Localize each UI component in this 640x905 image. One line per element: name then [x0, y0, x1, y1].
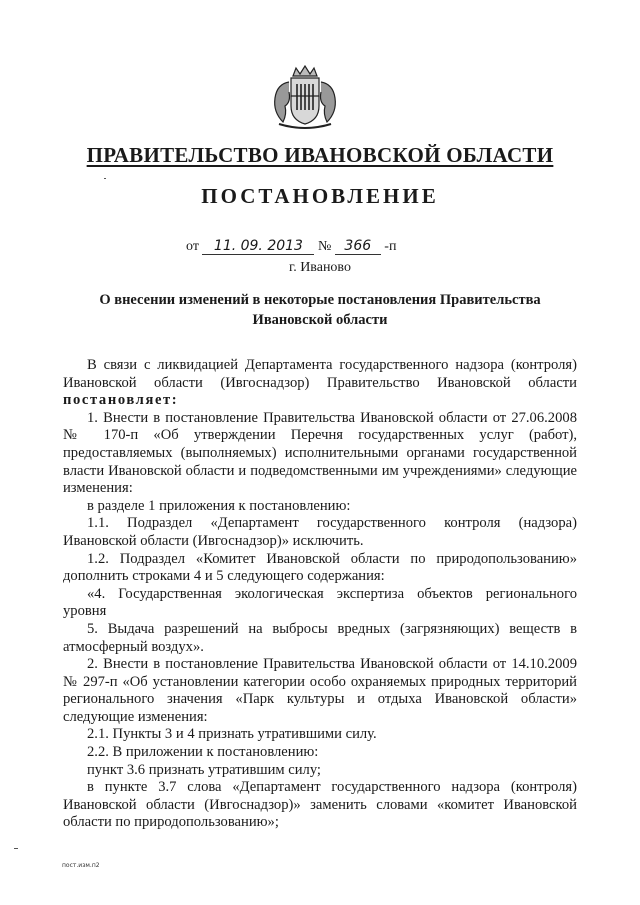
number-suffix: -п: [384, 239, 397, 254]
subject-heading: О внесении изменений в некоторые постановления Правительства Ивановской области: [99, 292, 541, 328]
paragraph-text: В связи с ликвидацией Департамента государственного надзора (контроля) Ивановской области (Ивгоснадзор) Правительство Ивановской области: [63, 357, 577, 391]
coat-of-arms-emblem: [265, 62, 345, 132]
paragraph: 2.1. Пункты 3 и 4 признать утратившими силу.: [87, 726, 377, 743]
paragraph: 1. Внести в постановление Правительства Ивановской области от 27.06.2008 № 170-п «Об утверждении Перечня государственных услуг (работ), предоставляемых (выполняемых) исполнительными органами государственной власти Ивановской области и подведомственными им учреждениями» следующие изменения:: [63, 409, 577, 497]
paragraph: в разделе 1 приложения к постановлению:: [87, 497, 351, 514]
paragraph: 1.2. Подраздел «Комитет Ивановской области по природопользованию» дополнить строками 4 и 5 следующего содержания:: [63, 550, 577, 585]
city: г. Иваново: [289, 260, 351, 275]
paragraph: «4. Государственная экологическая экспертиза объектов регионального уровня: [63, 585, 577, 620]
government-title-text: ПРАВИТЕЛЬСТВО ИВАНОВСКОЙ ОБЛАСТИ: [86, 143, 554, 167]
paragraph: 5. Выдача разрешений на выбросы вредных (загрязняющих) веществ в атмосферный воздух».: [63, 620, 577, 655]
date-value: 11. 09. 2013: [202, 238, 314, 255]
scan-speck: [14, 848, 18, 849]
government-title: [0, 143, 640, 168]
dateline: [186, 238, 396, 255]
emphasis-postanovlyaet: постановляет:: [63, 392, 179, 409]
number-value: 366: [335, 238, 381, 255]
footer-code: пост.изм.п2: [62, 862, 100, 869]
document-body: [63, 357, 577, 832]
paragraph: [63, 357, 577, 410]
date-prefix: от: [186, 239, 199, 254]
paragraph: 2. Внести в постановление Правительства Ивановской области от 14.10.2009 № 297-п «Об установлении категории особо охраняемых природных территорий регионального значения «Парк культуры и отдыха Ивановской области» следующие изменения:: [63, 656, 577, 725]
paragraph: в пункте 3.7 слова «Департамент государственного надзора (контроля) Ивановской области (Ивгоснадзор)» заменить словами «комитет Ивановской области по природопользованию»;: [63, 779, 577, 831]
scan-speck: [104, 178, 106, 179]
document-type: ПОСТАНОВЛЕНИЕ: [201, 184, 439, 208]
paragraph: 2.2. В приложении к постановлению:: [87, 744, 319, 761]
paragraph: 1.1. Подраздел «Департамент государственного контроля (надзора) Ивановской области (Ивгоснадзор)» исключить.: [63, 515, 577, 549]
paragraph: пункт 3.6 признать утратившим силу;: [87, 761, 321, 778]
number-sign: №: [317, 239, 332, 254]
